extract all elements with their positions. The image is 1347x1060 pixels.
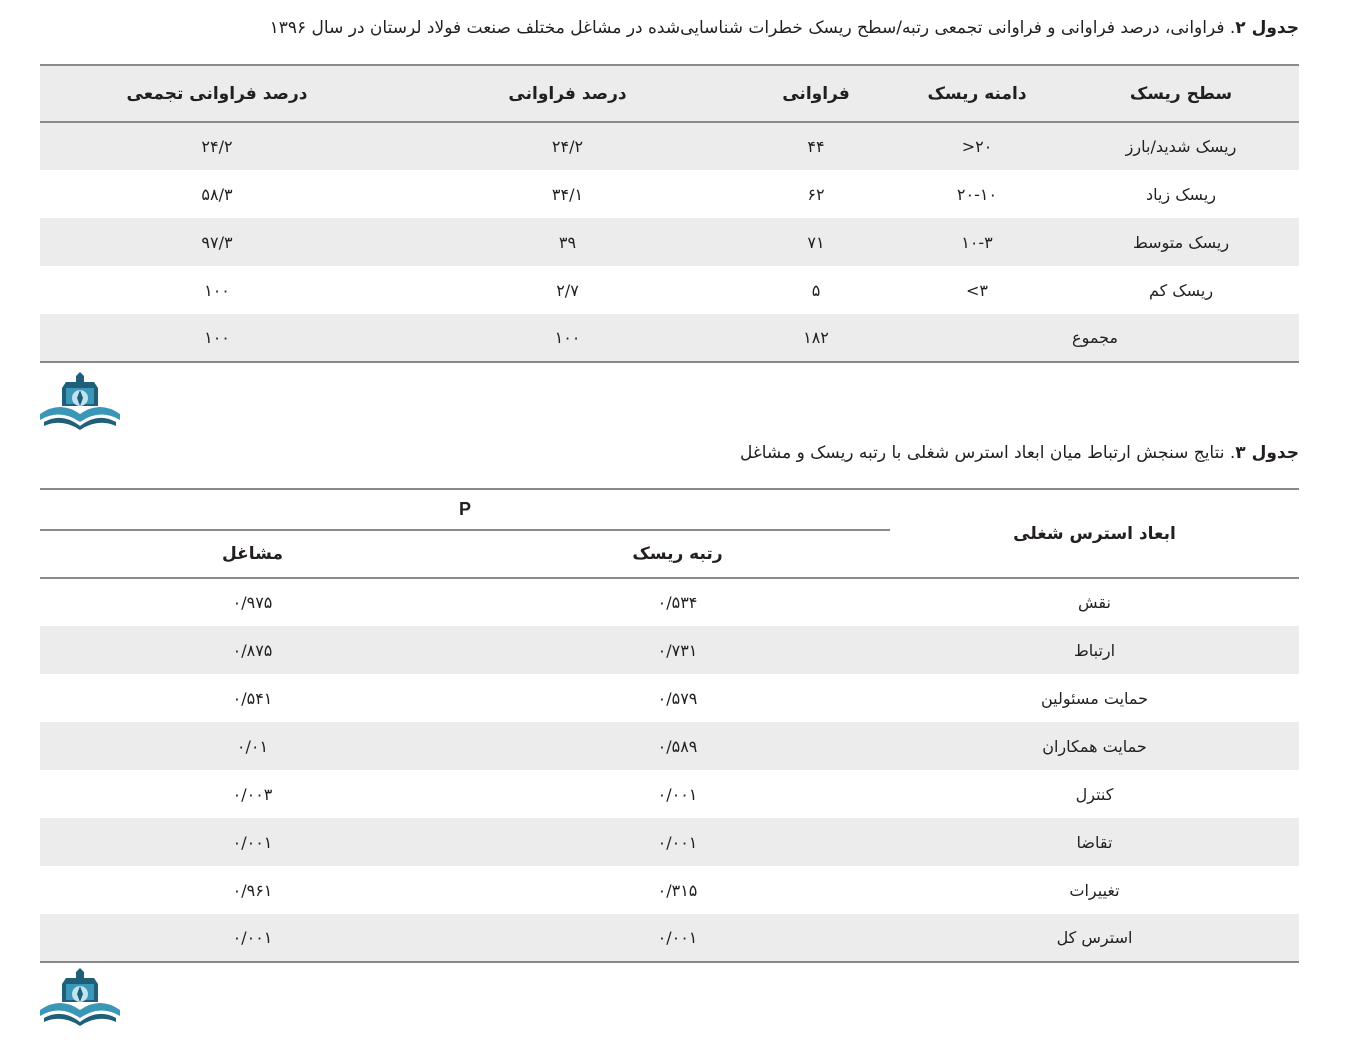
cell-dimension: تقاضا <box>1076 832 1113 852</box>
cell-risk-rank: ۰/۵۳۴ <box>657 593 698 612</box>
table-row <box>40 722 1299 770</box>
header-jobs: مشاغل <box>40 530 465 578</box>
cell-range: ۲۰-۱۰ <box>956 184 998 204</box>
table2-caption-label: جدول ۲ <box>1235 18 1299 38</box>
cell-jobs: ۰/۸۷۵ <box>232 640 273 660</box>
total-row <box>40 314 1299 362</box>
table-row <box>40 218 1299 266</box>
table2-caption-text: . فراوانی، درصد فراوانی و فراوانی تجمعی رتبه/سطح ریسک خطرات شناسایی‌شده در مشاغل مختلف صنعت فولاد لرستان در سال ۱۳۹۶ <box>269 18 1236 38</box>
table-header-row <box>40 489 1299 530</box>
cell-frequency: ۷۱ <box>807 232 825 252</box>
cell-jobs: ۰/۹۶۱ <box>232 880 273 900</box>
table-header-row <box>40 65 1299 122</box>
cell-frequency: ۶۲ <box>807 184 825 204</box>
header-risk-range: دامنه ریسک <box>891 65 1063 122</box>
cell-jobs: ۰/۰۱ <box>236 736 269 756</box>
cell-frequency: ۴۴ <box>807 137 825 156</box>
cell-risk-rank: ۰/۵۷۹ <box>657 688 698 708</box>
table-row <box>40 122 1299 170</box>
cell-range: ۲۰< <box>961 137 993 156</box>
cell-jobs: ۰/۵۴۱ <box>232 688 273 708</box>
cell-total-percent: ۱۰۰ <box>554 328 581 347</box>
header-stress-dimensions: ابعاد استرس شغلی <box>890 489 1299 578</box>
header-risk-rank: رتبه ریسک <box>465 530 890 578</box>
cell-risk-rank: ۰/۵۸۹ <box>657 736 698 756</box>
cell-level: ریسک زیاد <box>1145 184 1217 204</box>
table-row <box>40 578 1299 626</box>
header-cumulative: درصد فراوانی تجمعی <box>40 65 394 122</box>
cell-percent: ۲۴/۲ <box>551 137 584 156</box>
cell-cumulative: ۹۷/۳ <box>201 232 233 252</box>
cell-frequency: ۵ <box>811 280 821 300</box>
cell-risk-rank: ۰/۰۰۱ <box>657 928 698 947</box>
table-row <box>40 818 1299 866</box>
cell-risk-rank: ۰/۳۱۵ <box>657 880 698 900</box>
cell-range: ۳> <box>966 280 988 300</box>
table-row <box>40 770 1299 818</box>
cell-total-label: مجموع <box>1072 328 1118 347</box>
table-row <box>40 170 1299 218</box>
cell-dimension: ارتباط <box>1073 640 1116 660</box>
stress-correlation-table <box>40 488 1299 963</box>
cell-jobs: ۰/۹۷۵ <box>232 593 273 612</box>
cell-jobs: ۰/۰۰۱ <box>232 928 273 947</box>
header-p: P <box>40 489 890 530</box>
table-row <box>40 866 1299 914</box>
cell-cumulative: ۱۰۰ <box>204 280 230 300</box>
cell-total-cumulative: ۱۰۰ <box>204 328 230 347</box>
cell-cumulative: ۲۴/۲ <box>201 137 233 156</box>
cell-level: ریسک کم <box>1148 280 1214 300</box>
cell-jobs: ۰/۰۰۳ <box>232 784 273 804</box>
cell-risk-rank: ۰/۰۰۱ <box>657 784 698 804</box>
header-frequency: فراوانی <box>741 65 891 122</box>
cell-dimension: استرس کل <box>1056 928 1133 947</box>
cell-dimension: حمایت مسئولین <box>1040 688 1149 708</box>
table-row <box>40 626 1299 674</box>
journal-logo-icon <box>38 966 122 1028</box>
table-row <box>40 914 1299 962</box>
cell-percent: ۲/۷ <box>556 280 579 300</box>
header-risk-level: سطح ریسک <box>1063 65 1299 122</box>
cell-percent: ۳۹ <box>558 232 577 252</box>
cell-total-frequency: ۱۸۲ <box>803 328 829 347</box>
cell-percent: ۳۴/۱ <box>551 184 584 204</box>
cell-risk-rank: ۰/۰۰۱ <box>657 832 698 852</box>
table-row <box>40 674 1299 722</box>
logo-shape <box>40 372 120 430</box>
cell-dimension: حمایت همکاران <box>1042 736 1147 756</box>
cell-dimension: تغییرات <box>1069 880 1120 900</box>
cell-level: ریسک شدید/بارز <box>1125 137 1237 156</box>
cell-risk-rank: ۰/۷۳۱ <box>657 640 698 660</box>
journal-logo-icon <box>38 370 122 432</box>
cell-level: ریسک متوسط <box>1132 232 1230 252</box>
table3-caption <box>740 443 1299 463</box>
risk-frequency-table <box>40 64 1299 363</box>
cell-dimension: نقش <box>1078 593 1111 612</box>
cell-jobs: ۰/۰۰۱ <box>232 832 273 852</box>
cell-range: ۱۰-۳ <box>961 232 993 252</box>
table2-caption <box>270 18 1299 38</box>
cell-cumulative: ۵۸/۳ <box>201 184 233 204</box>
table3-caption-label: جدول ۳ <box>1235 443 1299 463</box>
table-row <box>40 266 1299 314</box>
cell-dimension: کنترل <box>1075 784 1114 804</box>
table3-caption-text: . نتایج سنجش ارتباط میان ابعاد استرس شغلی با رتبه ریسک و مشاغل <box>739 443 1236 463</box>
logo-shape <box>40 968 120 1026</box>
header-percent: درصد فراوانی <box>394 65 741 122</box>
